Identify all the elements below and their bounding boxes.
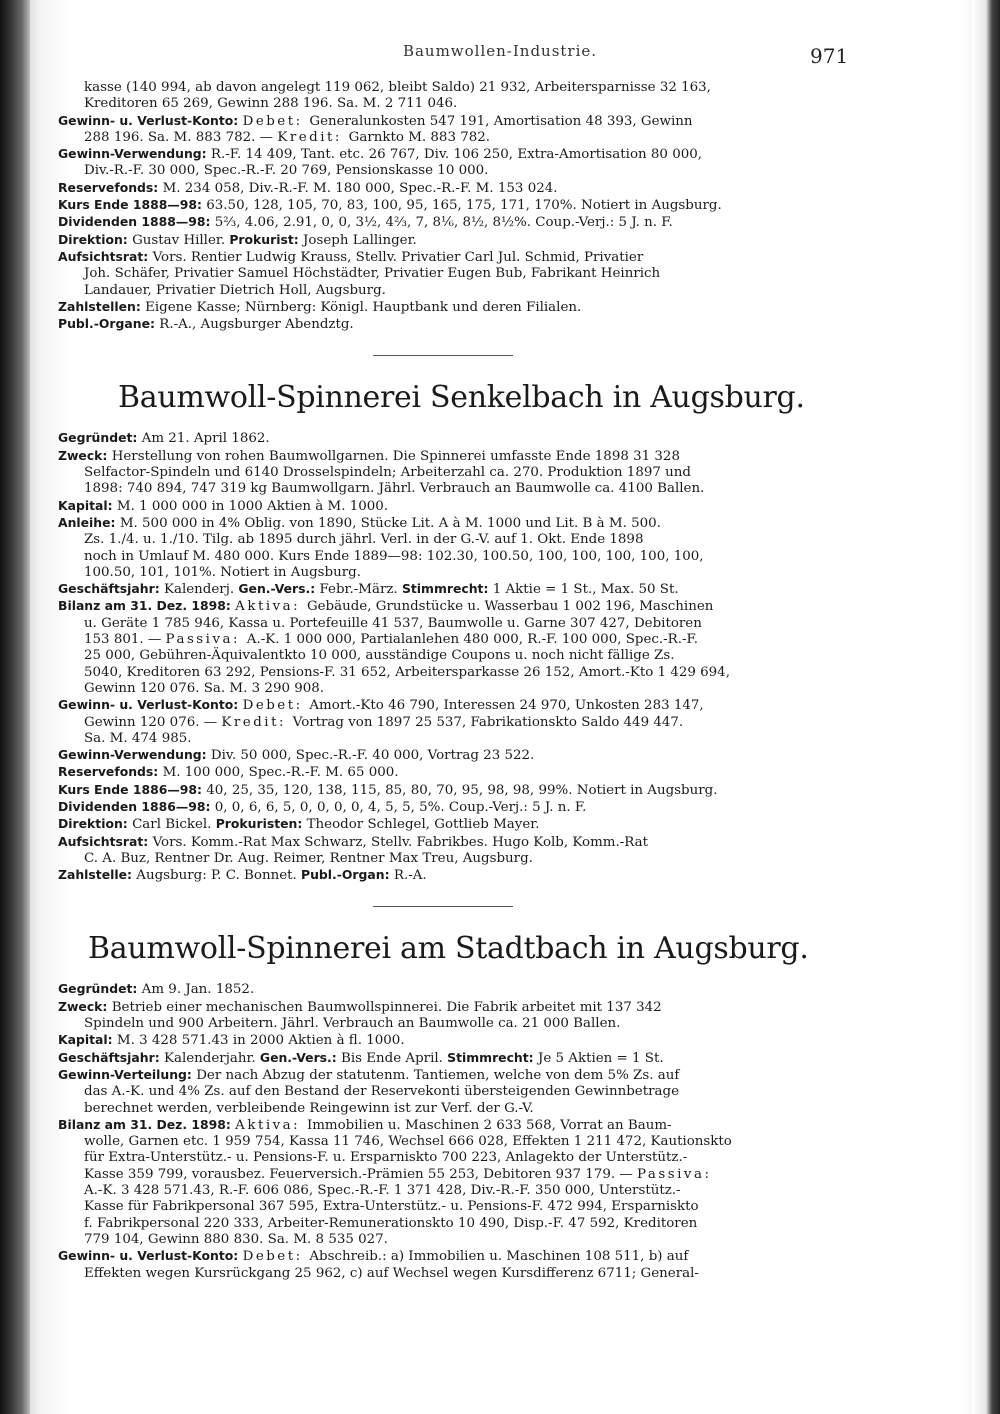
section-title-stadtbach: Baumwoll-Spinnerei am Stadtbach in Augsburg. [88,931,809,967]
text-run: Div. 50 000, Spec.-R.-F. 40 000, Vortrag 23 522. [210,748,535,764]
text-line [58,316,848,333]
text-line [58,981,848,998]
field-label: Gewinn- u. Verlust-Konto: [58,112,243,128]
field-label: Publ.-Organ: [301,867,394,883]
text-line [58,249,848,266]
text-line [58,1084,848,1100]
text-run: 153 801. — [84,632,166,648]
text-line [58,113,848,130]
text-line [58,80,848,96]
text-run: 5⅔, 4.06, 2.91, 0, 0, 3½, 4⅔, 7, 8⅙, 8½, 8½%. Coup.-Verj.: 5 J. n. F. [214,215,673,231]
text-run: Gustav Hiller. [132,232,230,248]
running-title: Baumwollen-Industrie. [402,42,598,60]
text-run: Vors. Komm.-Rat Max Schwarz, Stellv. Fabrikbes. Hugo Kolb, Komm.-Rat [152,834,649,850]
text-line [58,665,848,681]
text-run: R.-A. [393,868,427,884]
text-run: Herstellung von rohen Baumwollgarnen. Die Spinnerei umfasste Ende 1898 31 328 [111,448,680,464]
text-line [58,180,848,197]
text-run: Kalenderj. [163,582,239,598]
field-label: Aufsichtsrat: [58,248,153,264]
text-line [58,197,848,214]
text-run: Am 21. April 1862. [141,431,270,447]
text-run: Am 9. Jan. 1852. [141,982,255,998]
text-run: 779 104, Gewinn 880 830. Sa. M. 8 535 027. [84,1231,388,1247]
spaced-label: Passiva: [637,1166,712,1182]
field-label: Zahlstelle: [58,867,137,883]
text-run: 288 196. Sa. M. 883 782. — [84,129,278,145]
field-label: Stimmrecht: [447,1049,538,1065]
text-line [58,1050,848,1067]
field-label: Bilanz am 31. Dez. 1898: [58,598,236,614]
text-run: Der nach Abzug der statutenm. Tantiemen, welche von dem 5% Zs. auf [196,1067,680,1083]
text-line [58,747,848,764]
field-label: Gewinn-Verteilung: [58,1066,197,1082]
text-run: Carl Bickel. [132,817,216,833]
text-line [58,1117,848,1134]
spaced-label: Passiva: [165,632,247,648]
text-run: Augsburg: P. C. Bonnet. [136,868,302,884]
text-line [58,515,848,532]
text-line [58,232,848,249]
text-run: Immobilien u. Maschinen 2 633 568, Vorrat an Baum- [306,1117,672,1133]
text-run: M. 500 000 in 4% Oblig. von 1890, Stücke Lit. A à M. 1000 und Lit. B à M. 500. [119,515,661,531]
text-line [58,130,848,146]
field-label: Aufsichtsrat: [58,833,153,849]
text-run: Generalunkosten 547 191, Amortisation 48 393, Gewinn [309,113,693,129]
text-line [58,146,848,163]
text-line [58,96,848,112]
text-line [58,581,848,598]
page-content [58,80,848,1282]
text-run: Bis Ende April. [341,1050,448,1066]
text-line [58,834,848,851]
field-label: Kapital: [58,1032,117,1048]
text-line [58,799,848,816]
text-line [58,549,848,565]
text-line [58,816,848,833]
text-line [58,616,848,632]
text-run: Gebäude, Grundstücke u. Wasserbau 1 002 196, Maschinen [306,599,714,615]
field-label: Reservefonds: [58,179,163,195]
text-line [58,1167,848,1183]
text-run: 25 000, Gebühren-Äquivalentkto 10 000, ausständige Coupons u. noch nicht fällige Zs. [84,648,675,664]
text-run: A.-K. 3 428 571.43, R.-F. 606 086, Spec.-R.-F. 1 371 428, Div.-R.-F. 350 000, Unterstütz.- [84,1183,681,1199]
field-label: Kurs Ende 1888—98: [58,197,207,213]
text-line [58,867,848,884]
book-binding-shadow-left [0,0,30,1414]
text-line [58,481,848,497]
field-label: Zweck: [58,447,112,463]
text-line [58,632,848,648]
spaced-label: Kredit: [277,129,349,145]
field-label: Gen.-Vers.: [259,1049,342,1065]
spaced-label: Debet: [242,698,310,714]
text-line [58,532,848,548]
field-label: Gewinn- u. Verlust-Konto: [58,1248,243,1264]
field-label: Gegründet: [58,981,142,997]
previous-entry-continuation [58,80,848,333]
text-run: Gewinn 120 076. Sa. M. 3 290 908. [84,680,325,696]
field-label: Zahlstellen: [58,298,146,314]
spaced-label: Aktiva: [235,1117,307,1133]
field-label: Reservefonds: [58,764,163,780]
text-run: 5040, Kreditoren 63 292, Pensions-F. 31 652, Arbeitersparkasse 26 152, Amort.-Kto 1 429 694, [84,664,730,680]
text-run: Joseph Lallinger. [303,232,417,248]
text-line [58,1232,848,1248]
text-run: Sa. M. 474 985. [84,730,192,746]
field-label: Gen.-Vers.: [238,581,320,597]
text-run: Abschreib.: a) Immobilien u. Maschinen 108 511, b) auf [309,1249,689,1265]
field-label: Dividenden 1888—98: [58,214,215,230]
text-run: M. 3 428 571.43 in 2000 Aktien à fl. 1000. [116,1033,405,1049]
text-line [58,1183,848,1199]
text-run: A.-K. 1 000 000, Partialanlehen 480 000, R.-F. 100 000, Spec.-R.-F. [246,632,699,648]
text-run: R.-A., Augsburger Abendztg. [159,317,354,333]
text-line [58,1016,848,1032]
text-run: Landauer, Privatier Dietrich Holl, Augsburg. [84,282,386,298]
text-run: Kreditoren 65 269, Gewinn 288 196. Sa. M. 2 711 046. [84,96,458,112]
field-label: Gewinn-Verwendung: [58,146,211,162]
text-line [58,163,848,179]
section-divider [373,355,513,356]
text-line [58,782,848,799]
field-label: Direktion: [58,231,133,247]
text-run: Kasse 359 799, vorausbez. Feuerversich.-Prämien 55 253, Debitoren 937 179. — [84,1166,637,1182]
text-line [58,266,848,282]
entry-senkelbach [58,430,848,884]
entry-stadtbach [58,981,848,1281]
section-title-senkelbach: Baumwoll-Spinnerei Senkelbach in Augsburg. [118,380,805,416]
text-line [58,764,848,781]
text-line [58,498,848,515]
field-label: Prokuristen: [215,816,307,832]
field-label: Gegründet: [58,430,142,446]
text-run: Effekten wegen Kursrückgang 25 962, c) auf Wechsel wegen Kursdifferenz 6711; General- [84,1265,699,1281]
text-run: Kalenderjahr. [163,1050,260,1066]
text-line [58,283,848,299]
text-run: Spindeln und 900 Arbeitern. Jährl. Verbrauch an Baumwolle ca. 21 000 Ballen. [84,1016,621,1032]
text-run: Kasse für Fabrikpersonal 367 595, Extra-Unterstütz.- u. Pensions-F. 472 994, Ersparniskto [84,1199,699,1215]
field-label: Dividenden 1886—98: [58,798,215,814]
text-run: das A.-K. und 4% Zs. auf den Bestand der Reservekonti übersteigenden Gewinnbetrage [84,1084,679,1100]
text-line [58,1216,848,1232]
field-label: Zweck: [58,998,112,1014]
field-label: Stimmrecht: [401,581,493,597]
text-line [58,1032,848,1049]
spaced-label: Aktiva: [235,599,307,615]
text-run: Vors. Rentier Ludwig Krauss, Stellv. Privatier Carl Jul. Schmid, Privatier [152,249,644,265]
text-run: M. 1 000 000 in 1000 Aktien à M. 1000. [116,498,389,514]
text-line [58,1248,848,1265]
text-line [58,851,848,867]
field-label: Geschäftsjahr: [58,1049,164,1065]
field-label: Gewinn-Verwendung: [58,747,211,763]
text-run: 63.50, 128, 105, 70, 83, 100, 95, 165, 175, 171, 170%. Notiert in Augsburg. [206,198,722,214]
text-line [58,1101,848,1117]
text-line [58,715,848,731]
field-label: Kapital: [58,497,117,513]
text-run: berechnet werden, verbleibende Reingewinn ist zur Verf. der G.-V. [84,1100,534,1116]
field-label: Prokurist: [229,231,304,247]
book-binding-shadow-right [972,0,1000,1414]
field-label: Kurs Ende 1886—98: [58,781,207,797]
text-run: Joh. Schäfer, Privatier Samuel Höchstädter, Privatier Eugen Bub, Fabrikant Heinrich [84,266,661,282]
text-line [58,1067,848,1084]
text-run: Eigene Kasse; Nürnberg: Königl. Hauptbank und deren Filialen. [145,299,582,315]
text-run: f. Fabrikpersonal 220 333, Arbeiter-Remunerationskto 10 490, Disp.-F. 47 592, Kreditoren [84,1215,698,1231]
field-label: Geschäftsjahr: [58,581,164,597]
text-run: Amort.-Kto 46 790, Interessen 24 970, Unkosten 283 147, [309,698,704,714]
text-line [58,999,848,1016]
text-line [58,1266,848,1282]
text-run: Gewinn 120 076. — [84,714,222,730]
text-line [58,681,848,697]
text-run: u. Geräte 1 785 946, Kassa u. Portefeuille 41 537, Baumwolle u. Garne 307 427, Debitoren [84,615,702,631]
text-run: 0, 0, 6, 6, 5, 0, 0, 0, 0, 4, 5, 5, 5%. Coup.-Verj.: 5 J. n. F. [214,799,587,815]
text-run: C. A. Buz, Rentner Dr. Aug. Reimer, Rentner Max Treu, Augsburg. [84,850,533,866]
text-line [58,1134,848,1150]
section-divider [373,906,513,907]
text-run: 40, 25, 35, 120, 138, 115, 85, 80, 70, 95, 98, 98, 99%. Notiert in Augsburg. [206,782,718,798]
field-label: Publ.-Organe: [58,316,160,332]
text-run: 1898: 740 894, 747 319 kg Baumwollgarn. Jährl. Verbrauch an Baumwolle ca. 4100 Ballen. [84,481,705,497]
text-line [58,465,848,481]
text-run: für Extra-Unterstütz.- u. Pensions-F. u. Ersparniskto 700 223, Anlagekto der Unterstütz.- [84,1150,688,1166]
spaced-label: Debet: [242,113,310,129]
text-line [58,648,848,664]
text-run: Div.-R.-F. 30 000, Spec.-R.-F. 20 769, Pensionskasse 10 000. [84,163,489,179]
text-run: Febr.-März. [319,582,402,598]
text-run: Selfactor-Spindeln und 6140 Drosselspindeln; Arbeiterzahl ca. 270. Produktion 1897 und [84,465,691,481]
spaced-label: Debet: [242,1249,310,1265]
text-run: Zs. 1./4. u. 1./10. Tilg. ab 1895 durch jährl. Verl. in der G.-V. auf 1. Okt. Ende 1898 [84,532,644,548]
field-label: Bilanz am 31. Dez. 1898: [58,1116,236,1132]
spaced-label: Kredit: [221,714,293,730]
text-run: Garnkto M. 883 782. [348,129,491,145]
field-label: Direktion: [58,816,133,832]
text-run: kasse (140 994, ab davon angelegt 119 062, bleibt Saldo) 21 932, Arbeitersparnisse 32 163, [84,80,711,95]
field-label: Anleihe: [58,514,120,530]
text-line [58,565,848,581]
text-run: 1 Aktie = 1 St., Max. 50 St. [492,582,679,598]
text-line [58,697,848,714]
text-line [58,214,848,231]
text-run: Betrieb einer mechanischen Baumwollspinnerei. Die Fabrik arbeitet mit 137 342 [111,999,662,1015]
field-label: Gewinn- u. Verlust-Konto: [58,697,243,713]
text-line [58,731,848,747]
text-run: M. 234 058, Div.-R.-F. M. 180 000, Spec.-R.-F. M. 153 024. [162,180,558,196]
text-run: wolle, Garnen etc. 1 959 754, Kassa 11 746, Wechsel 666 028, Effekten 1 211 472, Kautionskto [84,1134,732,1150]
text-line [58,430,848,447]
text-line [58,299,848,316]
text-run: Vortrag von 1897 25 537, Fabrikationskto Saldo 449 447. [292,714,684,730]
text-run: R.-F. 14 409, Tant. etc. 26 767, Div. 106 250, Extra-Amortisation 80 000, [210,147,703,163]
page-number: 971 [810,44,849,68]
text-run: 100.50, 101, 101%. Notiert in Augsburg. [84,564,361,580]
text-run: Je 5 Aktien = 1 St. [537,1050,664,1066]
text-line [58,448,848,465]
text-run: M. 100 000, Spec.-R.-F. M. 65 000. [162,765,399,781]
text-line [58,1150,848,1166]
text-line [58,1199,848,1215]
text-run: Theodor Schlegel, Gottlieb Mayer. [306,817,540,833]
text-run: noch in Umlauf M. 480 000. Kurs Ende 1889—98: 102.30, 100.50, 100, 100, 100, 100, 100, [84,548,704,564]
text-line [58,598,848,615]
